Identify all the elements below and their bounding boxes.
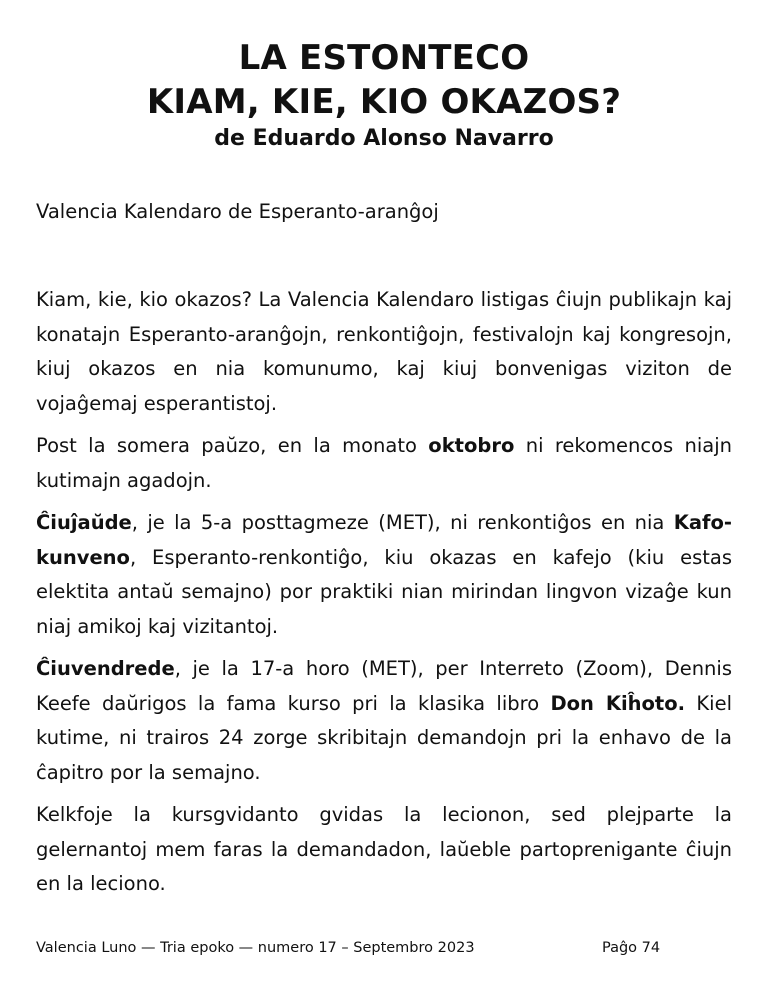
- paragraph-course: Kelkfoje la kursgvidanto gvidas la lecionon, sed plejparte la gelernantoj mem faras la demandadon, laŭeble partoprenigante ĉiujn en la leciono.: [36, 803, 732, 895]
- paragraph-friday: [36, 652, 732, 790]
- bold-day-thursday: Ĉiuĵaŭde: [36, 511, 132, 534]
- paragraph-thursday: [36, 506, 732, 644]
- text-run: Post la somera paŭzo, en la monato: [36, 434, 429, 457]
- bold-book-title: Don Kiĥoto.: [550, 691, 686, 715]
- author-byline: de Eduardo Alonso Navarro: [214, 126, 554, 151]
- title-line-1: LA ESTONTECO: [238, 38, 530, 78]
- text-run: , je la 17-a horo (MET), per Interreto (Zoom), Dennis Keefe daŭrigos la fama kurso pri la klasika libro: [36, 657, 732, 715]
- paragraph-intro: Kiam, kie, kio okazos? La Valencia Kalendaro listigas ĉiujn publikajn kaj konatajn Esperanto-aranĝojn, renkontiĝojn, festivalojn kaj kongresojn, kiuj okazos en nia komunumo, kaj kiuj bonvenigas viziton de vojaĝemaj esperantistoj.: [36, 288, 732, 415]
- footer-publication: Valencia Luno — Tria epoko — numero 17 – Septembro 2023: [36, 940, 475, 956]
- paragraph-october: [36, 429, 732, 498]
- text-run: , Esperanto-renkontiĝo, kiu okazas en kafejo (kiu estas elektita antaŭ semajno) por praktiki nian mirindan lingvon vizaĝe kun niaj amikoj kaj vizitantoj.: [36, 545, 732, 638]
- section-subtitle: Valencia Kalendaro de Esperanto-aranĝoj: [36, 200, 439, 223]
- title-line-2: KIAM, KIE, KIO OKAZOS?: [146, 82, 622, 122]
- bold-month: oktobro: [428, 434, 515, 457]
- text-run: ni rekomencos niajn kutimajn agadojn.: [36, 434, 732, 492]
- text-run: , je la 5-a posttagmeze (MET), ni renkontiĝos en nia: [131, 511, 674, 534]
- article-body: [36, 283, 732, 910]
- bold-day-friday: Ĉiuvendrede: [36, 657, 175, 680]
- bold-event-name: Kafo-kunveno: [36, 511, 732, 569]
- text-run: Kiel kutime, ni trairos 24 zorge skribitajn demandojn pri la enhavo de la ĉapitro por la semajno.: [36, 691, 732, 784]
- footer-page-number: Paĝo 74: [602, 940, 661, 956]
